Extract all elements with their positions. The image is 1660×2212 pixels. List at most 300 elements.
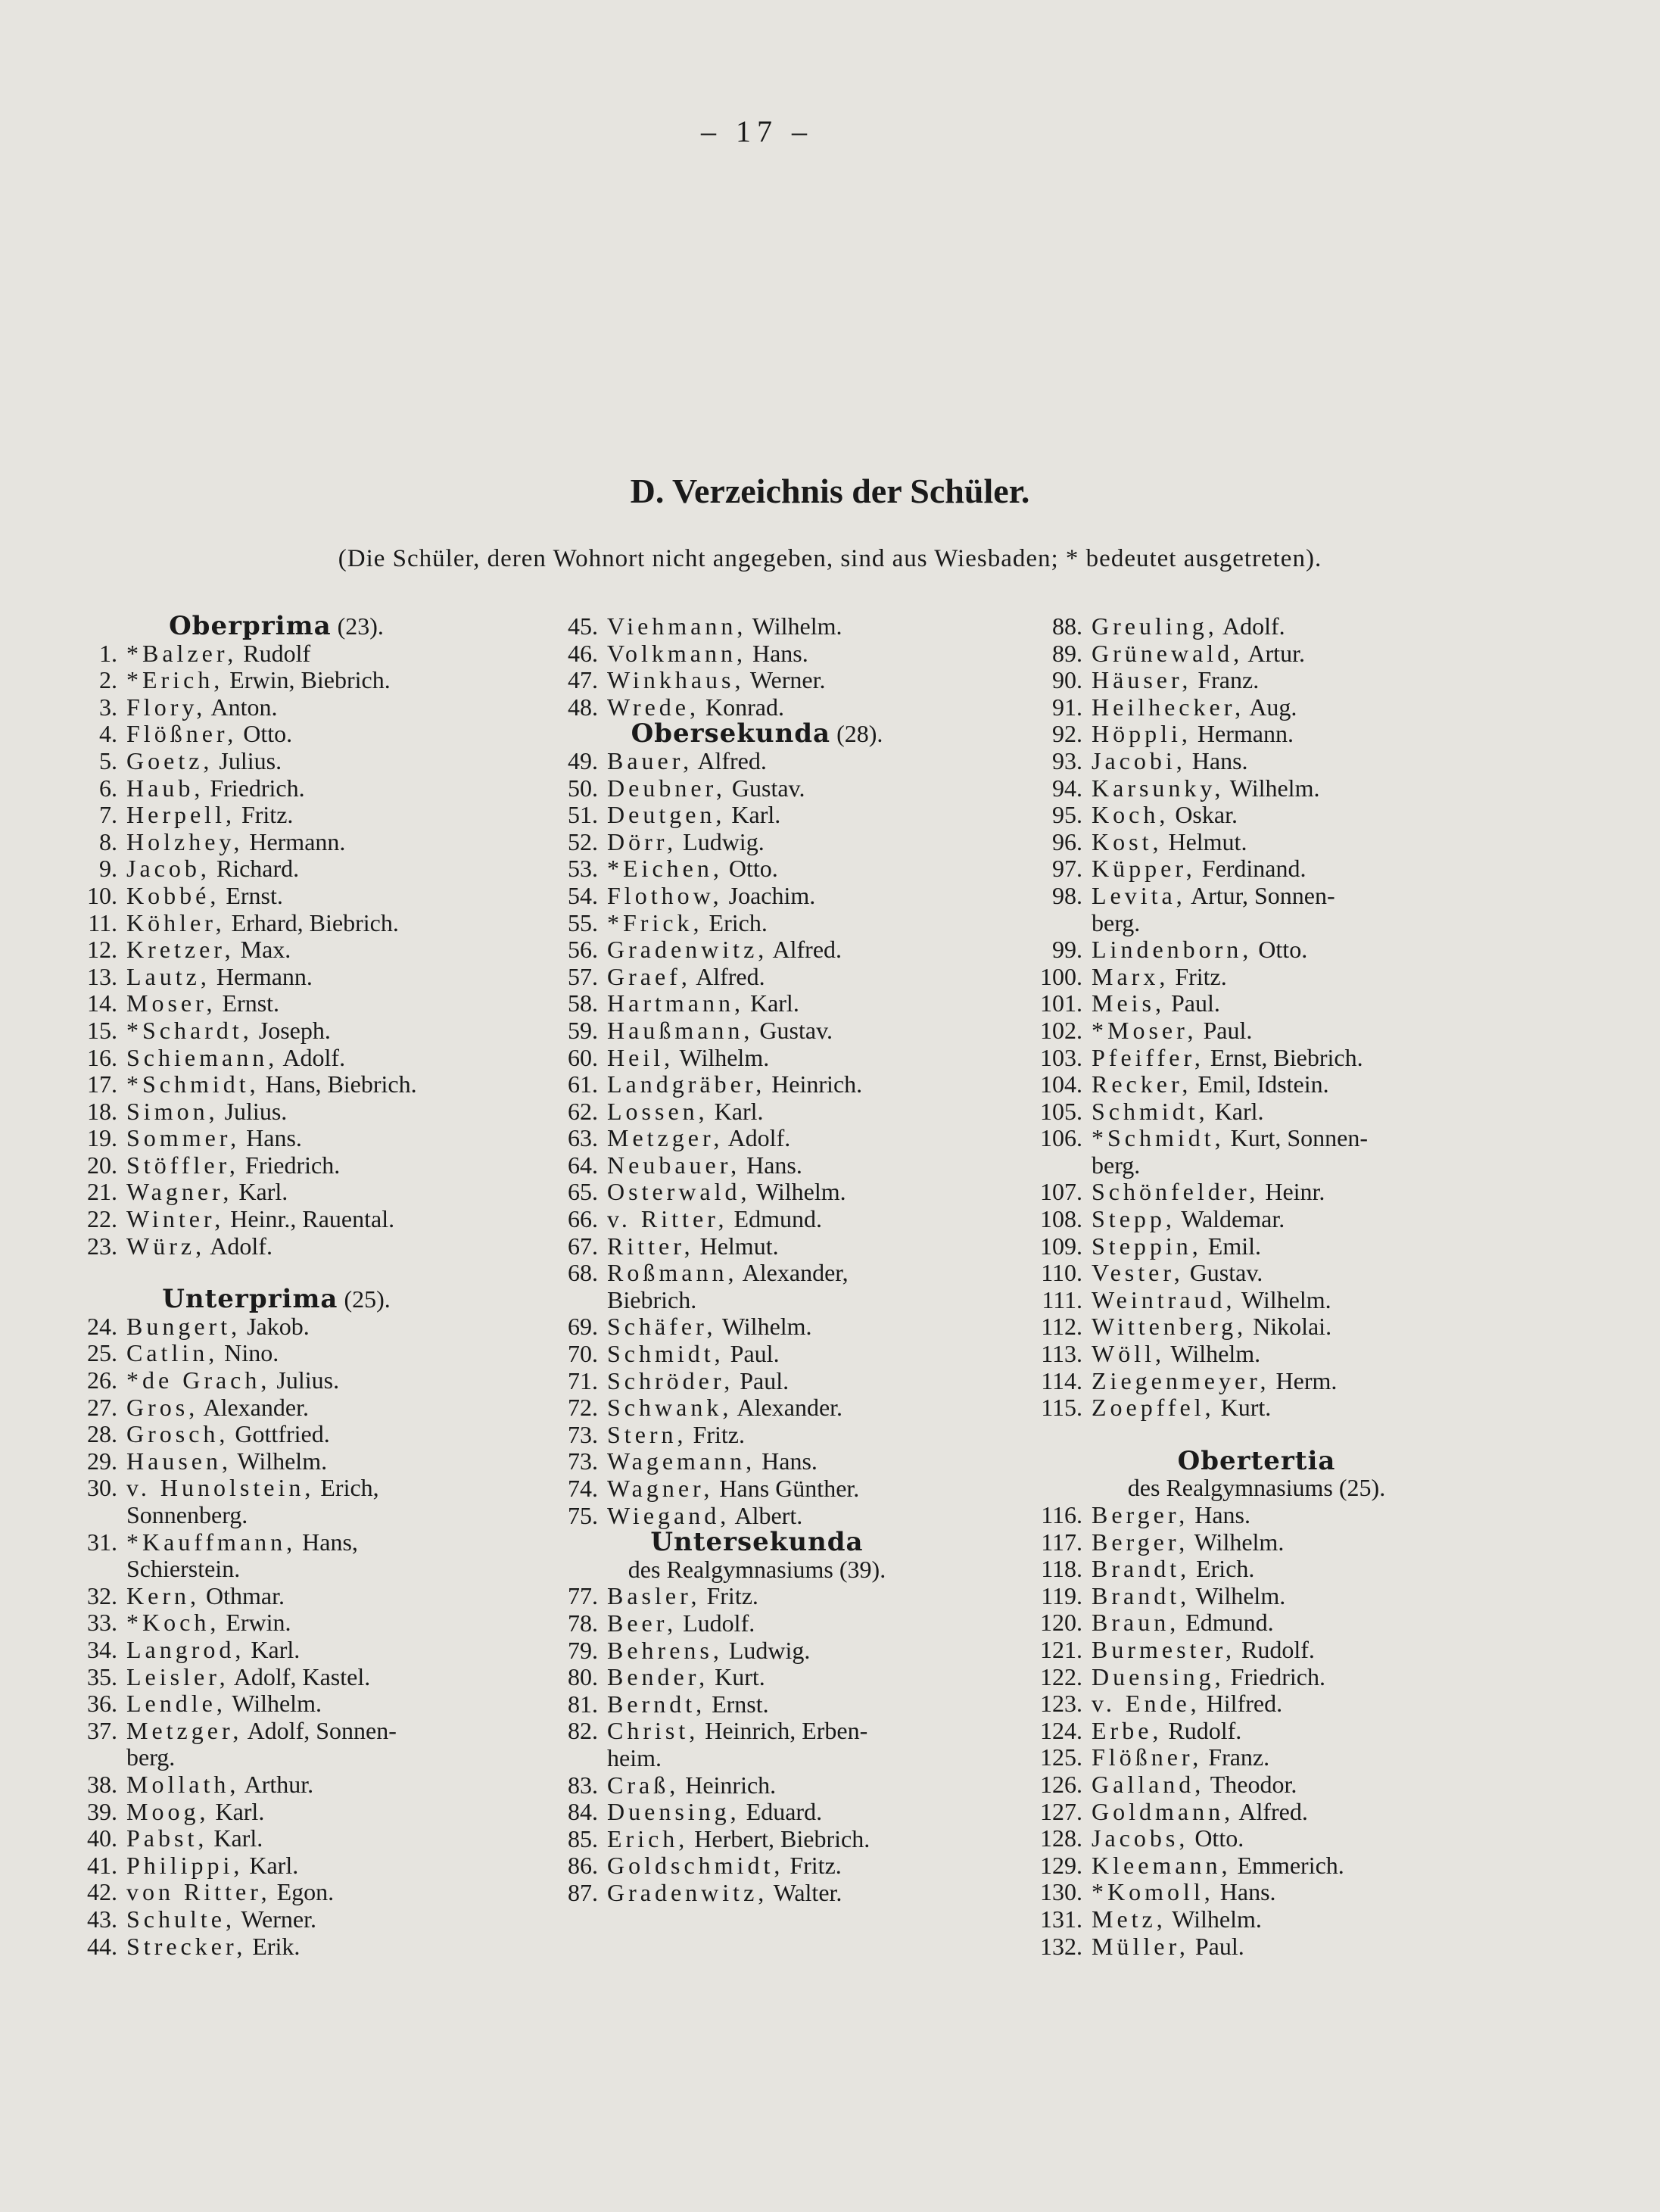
student-entry [545,1260,969,1287]
entry-number: 81. [568,1690,598,1718]
student-entry [1029,990,1484,1017]
entry-number: 59. [568,1016,598,1044]
entry-number: 98. [1052,881,1082,909]
surname: Bungert, [126,1312,241,1340]
student-entry [1029,1529,1484,1556]
given-name-and-place: Albert. [730,1501,803,1529]
student-entry [64,964,488,991]
entry-number: 48. [568,693,598,721]
given-name-and-place: Hans, [296,1528,358,1556]
entry-number: 23. [87,1232,117,1260]
student-entry [545,1098,969,1126]
student-entry [64,1852,488,1880]
student-name [607,1125,969,1152]
surname: Flößner, [1092,1743,1203,1771]
given-name-and-place: Paul. [724,1340,780,1368]
entry-continuation [545,1745,969,1772]
entry-number: 103. [1040,1043,1082,1071]
student-entry [545,1799,969,1826]
given-name-and-place: Hilfred. [1200,1690,1283,1718]
entry-number: 95. [1052,801,1082,829]
student-name [1092,964,1484,991]
student-name [607,855,969,883]
student-name [1092,855,1484,883]
given-name-and-place: Ernst. [220,881,283,909]
surname: Heil, [607,1043,674,1071]
given-name-and-place: Aug. [1244,693,1297,721]
surname: Kost, [1092,827,1163,855]
student-name [126,1799,488,1826]
entry-number: 27. [87,1393,117,1421]
student-name [126,829,488,856]
entry-number: 66. [568,1205,598,1233]
given-name-and-place: Erik. [246,1932,301,1960]
student-name [126,883,488,910]
surname: Stepp, [1092,1205,1176,1233]
given-name-and-place: Wilhelm. [1190,1581,1286,1609]
entry-number: 77. [568,1582,598,1610]
student-entry [1029,1206,1484,1233]
surname: Heilhecker, [1092,693,1245,721]
student-name [126,1313,488,1341]
entry-number: 61. [568,1070,598,1098]
student-entry [64,1637,488,1664]
entry-number: 86. [568,1852,598,1880]
entry-number: 57. [568,962,598,990]
student-entry [545,1233,969,1260]
given-name-and-place: Alexander. [198,1393,309,1421]
student-name [1092,1852,1484,1880]
student-entry [64,1771,488,1799]
student-name [126,1098,488,1126]
student-entry [1029,1690,1484,1718]
surname: Grünewald, [1092,639,1244,667]
student-entry [64,1313,488,1341]
student-name [1092,1502,1484,1529]
given-name-and-place: Wilhelm. [716,1313,812,1341]
entry-number: 54. [568,881,598,909]
given-name-and-place: Ludolf. [677,1609,755,1637]
student-name [126,1664,488,1691]
entry-number: 5. [99,746,117,774]
entry-number: 38. [87,1770,117,1798]
surname: v. Ende, [1092,1690,1201,1718]
surname: Wittenberg, [1092,1313,1247,1341]
given-name-and-place: Adolf. [1217,612,1285,640]
student-name [607,936,969,964]
entry-number: 115. [1041,1394,1082,1422]
given-name-and-place: Heinrich. [679,1771,777,1799]
surname: Jacobs, [1092,1824,1189,1852]
student-entry [545,1610,969,1637]
given-name-and-place: Hans. [755,1447,818,1475]
entry-number: 60. [568,1043,598,1071]
entry-number: 17. [87,1070,117,1098]
entry-continuation [1029,910,1484,937]
given-name-and-place: Alexander, [737,1259,849,1287]
entry-number: 24. [87,1312,117,1340]
student-name [126,1394,488,1422]
student-entry [64,1179,488,1206]
given-name-and-place: Helmut. [693,1232,779,1260]
surname: Schönfelder, [1092,1178,1260,1206]
given-name-and-place: Erich. [702,908,768,936]
surname: Kretzer, [126,936,235,964]
entry-number: 122. [1040,1662,1082,1690]
student-entry [545,1583,969,1610]
entry-number: 75. [568,1501,598,1529]
surname: Koch, [1092,801,1169,829]
entry-continuation [64,1502,488,1529]
student-name [607,1637,969,1665]
given-name-and-place: Oskar. [1169,801,1238,829]
student-entry [64,1529,488,1556]
entry-number: 35. [87,1662,117,1690]
student-name [607,1691,969,1718]
student-entry [1029,721,1484,748]
surname: Stöffler, [126,1151,239,1179]
surname: Stern, [607,1420,687,1448]
surname: *Koch, [126,1609,220,1637]
student-entry [1029,802,1484,829]
given-name-and-place: Ludwig. [677,827,765,855]
student-name [607,1394,969,1422]
given-name-and-place: Nino. [218,1339,279,1367]
given-name-and-place: Gustav. [1183,1259,1263,1287]
student-entry [545,802,969,829]
entry-number: 80. [568,1663,598,1691]
class-count: (25). [344,1285,391,1313]
student-entry [1029,1852,1484,1880]
given-name-and-place: Artur. [1243,639,1305,667]
student-name [1092,1744,1484,1771]
student-entry [1029,1313,1484,1341]
student-entry [64,1206,488,1233]
surname: Bauer, [607,746,693,774]
surname: Duensing, [607,1798,740,1826]
given-name-and-place: Artur, Sonnen- [1185,881,1335,909]
given-name-and-place: Alfred. [693,746,767,774]
student-entry [1029,694,1484,721]
student-entry [1029,964,1484,991]
continuation-text: berg. [1092,908,1141,936]
student-name [126,1933,488,1961]
surname: *Eichen, [607,855,723,883]
surname: Wagemann, [607,1447,756,1475]
entry-number: 129. [1040,1851,1082,1879]
entry-number: 69. [568,1313,598,1341]
surname: Winkhaus, [607,666,745,694]
student-entry [64,1664,488,1691]
student-name [126,910,488,937]
given-name-and-place: Wilhelm. [1188,1528,1285,1556]
student-entry [1029,1744,1484,1771]
surname: Viehmann, [607,612,747,640]
class-name: Untersekunda [650,1527,864,1558]
student-name [126,1045,488,1072]
entry-number: 8. [99,827,117,855]
student-name [1092,802,1484,829]
student-name [607,1610,969,1637]
entry-continuation [1029,1152,1484,1179]
student-entry [545,936,969,964]
given-name-and-place: Heinr., Rauental. [224,1205,395,1233]
surname: Ritter, [607,1232,694,1260]
entry-number: 71. [568,1366,598,1394]
given-name-and-place: Edmund. [1179,1609,1274,1637]
student-entry [64,1367,488,1394]
surname: Burmester, [1092,1635,1236,1663]
surname: Ziegenmeyer, [1092,1366,1270,1394]
given-name-and-place: Paul. [1197,1016,1253,1044]
surname: Erbe, [1092,1716,1163,1744]
given-name-and-place: Emil. [1201,1232,1261,1260]
entry-number: 85. [568,1824,598,1852]
student-name [1092,1556,1484,1583]
entry-number: 119. [1041,1581,1082,1609]
entry-number: 87. [568,1878,598,1906]
student-name [126,1718,488,1745]
student-entry [64,990,488,1017]
student-name [607,829,969,856]
student-name [607,964,969,991]
entry-number: 110. [1041,1259,1082,1287]
student-name [607,1152,969,1179]
student-name [1092,721,1484,748]
student-entry [1029,936,1484,964]
student-entry [64,829,488,856]
entry-number: 58. [568,989,598,1017]
class-name: Oberprima [169,611,332,641]
entry-number: 65. [568,1178,598,1206]
class-name: Obertertia [1177,1445,1336,1476]
student-name [126,1637,488,1664]
entry-number: 29. [87,1447,117,1475]
student-entry [64,1879,488,1906]
given-name-and-place: Paul. [1188,1932,1244,1960]
student-name [1092,1045,1484,1072]
given-name-and-place: Friedrich. [238,1151,341,1179]
student-entry [1029,1825,1484,1852]
student-name [126,1340,488,1367]
entry-number: 105. [1040,1097,1082,1125]
student-entry [1029,1583,1484,1610]
surname: Wöll, [1092,1340,1165,1368]
given-name-and-place: Friedrich. [204,774,305,802]
entry-number: 45. [568,612,598,640]
surname: Beer, [607,1609,677,1637]
student-entry [1029,1771,1484,1799]
student-entry [545,1772,969,1799]
student-entry [545,1017,969,1045]
student-entry [545,1368,969,1395]
student-name [1092,883,1484,910]
entry-number: 40. [87,1824,117,1852]
surname: Hartmann, [607,989,744,1017]
surname: v. Hunolstein, [126,1474,315,1502]
given-name-and-place: Gustav. [725,774,805,802]
given-name-and-place: Hans Günther. [713,1475,860,1502]
given-name-and-place: Hermann. [210,962,313,990]
surname: Metzger, [607,1124,724,1152]
student-name [607,883,969,910]
student-entry [545,1071,969,1098]
student-name [1092,1771,1484,1799]
student-entry [545,1206,969,1233]
student-name [607,1503,969,1530]
given-name-and-place: Arthur. [239,1770,314,1798]
entry-number: 55. [568,908,598,936]
surname: Pfeiffer, [1092,1043,1204,1071]
given-name-and-place: Paul. [733,1366,790,1394]
given-name-and-place: Karl. [743,989,799,1017]
given-name-and-place: Ferdinand. [1195,855,1307,883]
student-entry [1029,1125,1484,1152]
student-entry [1029,1179,1484,1206]
given-name-and-place: Heinrich, Erben- [699,1717,868,1745]
entry-number: 120. [1040,1609,1082,1637]
surname: Strecker, [126,1932,247,1960]
student-entry [64,775,488,802]
student-entry [64,667,488,694]
student-entry [64,1448,488,1475]
student-entry [1029,855,1484,883]
student-entry [64,1421,488,1448]
given-name-and-place: Karl. [708,1097,764,1125]
student-entry [64,1017,488,1045]
given-name-and-place: Fritz. [687,1420,745,1448]
given-name-and-place: Fritz. [783,1852,842,1880]
given-name-and-place: Adolf. [723,1124,791,1152]
entry-number: 16. [87,1043,117,1071]
student-entry [545,694,969,721]
entry-number: 107. [1040,1178,1082,1206]
surname: Deutgen, [607,801,726,829]
entry-number: 78. [568,1609,598,1637]
entry-number: 130. [1040,1878,1082,1906]
student-name [126,1852,488,1880]
student-entry [545,1852,969,1880]
entry-number: 42. [87,1878,117,1906]
student-entry [1029,667,1484,694]
student-entry [545,1313,969,1341]
entry-number: 88. [1052,612,1082,640]
surname: Weintraud, [1092,1285,1236,1313]
given-name-and-place: Wilhelm. [1166,1905,1262,1933]
surname: v. Ritter, [607,1205,728,1233]
student-entry [64,1906,488,1933]
surname: von Ritter, [126,1878,271,1906]
student-entry [64,1125,488,1152]
entry-number: 102. [1040,1016,1082,1044]
given-name-and-place: Heinr. [1259,1178,1325,1206]
surname: Leisler, [126,1662,229,1690]
surname: Hausen, [126,1447,232,1475]
surname: *Balzer, [126,639,238,667]
surname: Flößner, [126,720,238,748]
entry-number: 37. [87,1716,117,1744]
student-name [607,775,969,802]
entry-number: 121. [1040,1635,1082,1663]
surname: Steppin, [1092,1232,1202,1260]
student-name [1092,1718,1484,1745]
entry-number: 32. [87,1581,117,1609]
entry-number-spacer [64,1502,126,1529]
given-name-and-place: Hans. [240,1124,302,1152]
student-entry [64,694,488,721]
student-entry [1029,1933,1484,1961]
surname: Meis, [1092,989,1165,1017]
entry-number: 68. [568,1259,598,1287]
student-entry [1029,1609,1484,1637]
column-3 [1029,613,1484,1960]
entry-number: 31. [87,1528,117,1556]
student-entry [545,1422,969,1449]
surname: Lautz, [126,962,210,990]
entry-number: 128. [1040,1824,1082,1852]
entry-number: 12. [87,936,117,964]
given-name-and-place: Walter. [768,1878,842,1906]
student-entry [1029,1664,1484,1691]
entry-number: 117. [1041,1528,1082,1556]
surname: Roßmann, [607,1259,738,1287]
entry-number: 132. [1040,1932,1082,1960]
student-entry [545,1503,969,1530]
continuation-text: berg. [126,1743,176,1771]
entry-number: 64. [568,1151,598,1179]
student-name [126,1529,488,1556]
given-name-and-place: Erwin. [220,1609,291,1637]
entry-number: 26. [87,1366,117,1394]
student-name [1092,1529,1484,1556]
student-entry [64,1045,488,1072]
student-entry [1029,1879,1484,1906]
entry-continuation [64,1744,488,1771]
surname: Basler, [607,1582,701,1610]
student-name [1092,640,1484,668]
student-name [607,990,969,1017]
student-name [126,1690,488,1718]
given-name-and-place: Richard. [210,855,300,883]
student-entry [1029,748,1484,775]
surname: Herpell, [126,801,235,829]
class-count: (23). [337,612,384,640]
student-name [126,1233,488,1260]
surname: Schiemann, [126,1043,279,1071]
given-name-and-place: Wilhelm. [1164,1340,1261,1368]
entry-number: 112. [1041,1313,1082,1341]
entry-number: 70. [568,1340,598,1368]
student-entry [1029,1368,1484,1395]
student-entry [545,1718,969,1745]
surname: Dörr, [607,827,677,855]
entry-number: 97. [1052,855,1082,883]
entry-number: 116. [1041,1501,1082,1528]
surname: Goetz, [126,746,213,774]
surname: Schulte, [126,1905,235,1933]
page-number: – 17 – [701,114,813,148]
surname: Erich, [607,1824,689,1852]
student-entry [64,1394,488,1422]
surname: Flothow, [607,881,723,909]
entry-number: 92. [1052,720,1082,748]
student-entry [64,640,488,668]
student-name [1092,748,1484,775]
given-name-and-place: Erich, [314,1474,379,1502]
surname: Graef, [607,962,691,990]
student-entry [1029,1637,1484,1664]
student-name [607,1852,969,1880]
